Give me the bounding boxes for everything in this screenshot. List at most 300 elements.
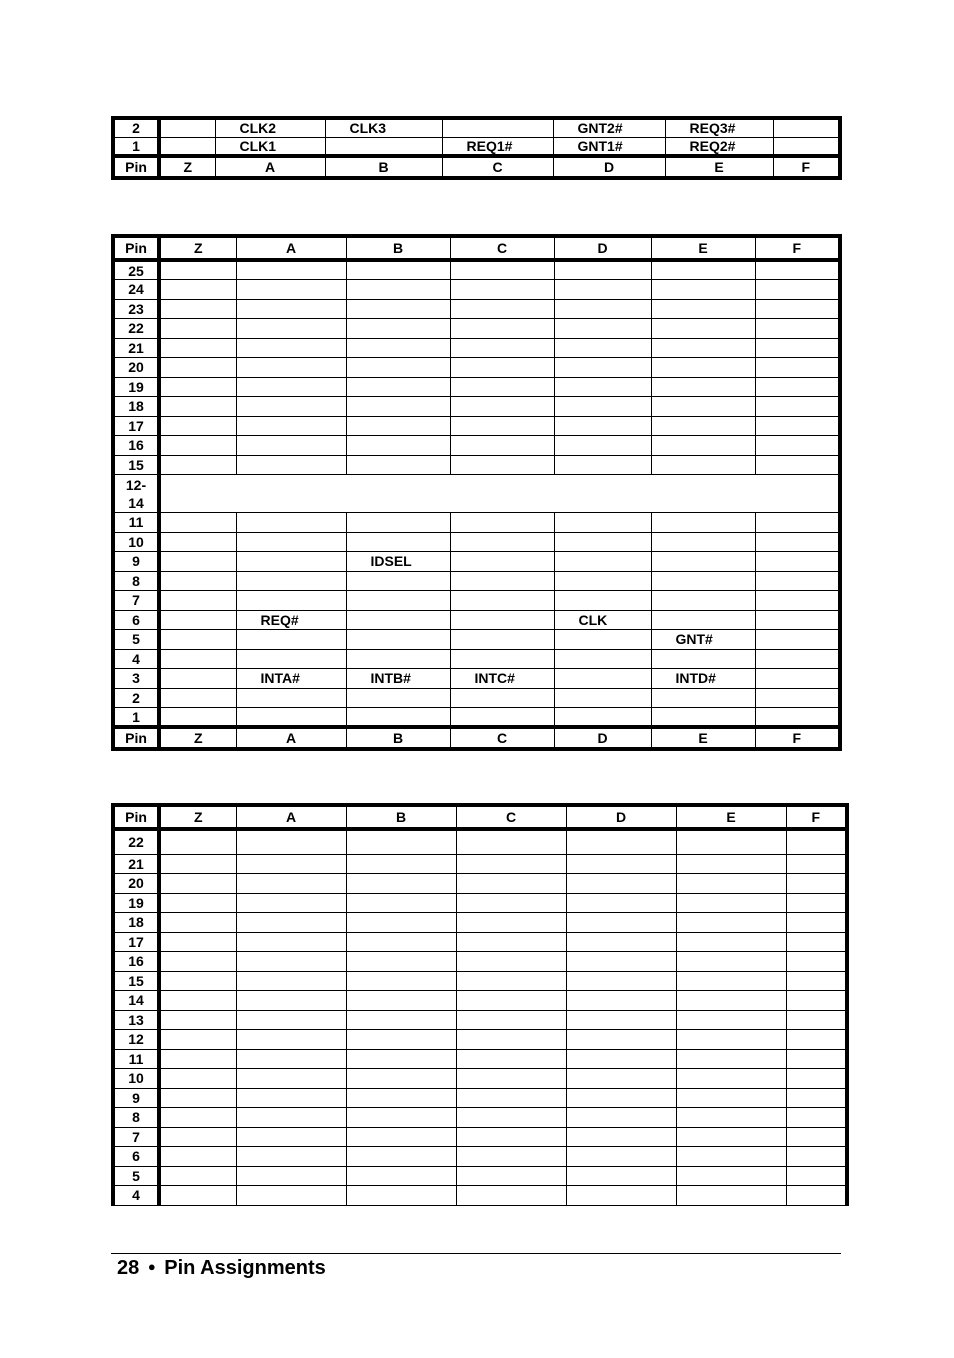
pin-number-cell: 7 — [113, 591, 159, 611]
signal-cell — [236, 1069, 346, 1089]
signal-cell — [159, 118, 215, 137]
signal-cell — [456, 1166, 566, 1186]
signal-cell — [346, 1049, 456, 1069]
section-title: Pin Assignments — [164, 1257, 326, 1279]
signal-cell — [236, 280, 346, 300]
page-number: 28 — [117, 1257, 140, 1279]
signal-cell — [773, 118, 840, 137]
signal-cell — [554, 669, 651, 689]
signal-cell: CLK3 — [325, 118, 442, 137]
signal-cell — [346, 338, 450, 358]
signal-cell — [159, 854, 236, 874]
signal-cell — [786, 991, 847, 1011]
signal-cell — [159, 571, 236, 591]
table-row — [113, 1088, 847, 1108]
pin-number-cell: 11 — [113, 513, 159, 533]
page-footer — [117, 1257, 326, 1280]
signal-cell — [554, 455, 651, 475]
signal-cell: F — [755, 727, 840, 749]
signal-cell — [456, 913, 566, 933]
signal-cell — [159, 1088, 236, 1108]
signal-cell — [755, 649, 840, 669]
pin-table-3 — [111, 803, 849, 1206]
signal-cell — [554, 436, 651, 456]
signal-cell — [346, 319, 450, 339]
signal-cell — [554, 280, 651, 300]
signal-cell — [159, 1030, 236, 1050]
signal-cell — [554, 513, 651, 533]
signal-cell: A — [236, 727, 346, 749]
table-row — [113, 1108, 847, 1128]
signal-cell — [676, 829, 786, 854]
signal-cell — [554, 319, 651, 339]
signal-cell — [236, 1049, 346, 1069]
table-row — [113, 932, 847, 952]
signal-cell — [755, 669, 840, 689]
table-row — [113, 377, 840, 397]
pin-number-cell: 5 — [113, 630, 159, 650]
signal-cell: F — [755, 236, 840, 260]
signal-cell — [651, 513, 755, 533]
signal-cell — [456, 932, 566, 952]
pin-number-cell: 15 — [113, 971, 159, 991]
pin-number-cell: 13 — [113, 1010, 159, 1030]
pin-number-cell: Pin — [113, 727, 159, 749]
signal-cell: C — [450, 236, 554, 260]
signal-cell — [450, 591, 554, 611]
signal-cell: A — [236, 236, 346, 260]
pin-number-cell: 12- 14 — [113, 475, 159, 513]
signal-cell — [676, 874, 786, 894]
signal-cell — [566, 952, 676, 972]
pin-number-cell: 15 — [113, 455, 159, 475]
pin-number-cell: 22 — [113, 829, 159, 854]
signal-cell — [786, 952, 847, 972]
signal-cell — [346, 893, 456, 913]
signal-cell — [236, 991, 346, 1011]
pin-number-cell: 19 — [113, 893, 159, 913]
signal-cell — [456, 1127, 566, 1147]
signal-cell — [786, 1166, 847, 1186]
signal-cell — [755, 299, 840, 319]
signal-cell — [554, 416, 651, 436]
signal-cell — [346, 532, 450, 552]
signal-cell — [651, 358, 755, 378]
signal-cell: A — [215, 156, 325, 178]
signal-cell — [159, 260, 236, 280]
signal-cell: B — [325, 156, 442, 178]
signal-cell — [676, 854, 786, 874]
signal-cell — [236, 532, 346, 552]
signal-cell — [236, 1030, 346, 1050]
signal-cell — [450, 610, 554, 630]
signal-cell — [450, 358, 554, 378]
table-row — [113, 971, 847, 991]
pin-number-cell: 21 — [113, 854, 159, 874]
signal-cell — [346, 416, 450, 436]
pin-number-cell: 24 — [113, 280, 159, 300]
signal-cell — [159, 1108, 236, 1128]
signal-cell — [346, 513, 450, 533]
table-row — [113, 669, 840, 689]
signal-cell — [159, 913, 236, 933]
signal-cell: C — [450, 727, 554, 749]
pin-number-cell: 5 — [113, 1166, 159, 1186]
signal-cell — [346, 854, 456, 874]
signal-cell — [450, 532, 554, 552]
table-footer-row — [113, 727, 840, 749]
pin-number-cell: 6 — [113, 1147, 159, 1167]
signal-cell — [786, 829, 847, 854]
pin-number-cell: 4 — [113, 1186, 159, 1206]
signal-cell — [159, 532, 236, 552]
signal-cell — [159, 874, 236, 894]
signal-cell — [566, 1069, 676, 1089]
signal-cell — [755, 416, 840, 436]
signal-cell — [346, 952, 456, 972]
signal-cell — [346, 455, 450, 475]
signal-cell — [554, 571, 651, 591]
signal-cell — [676, 991, 786, 1011]
signal-cell: IDSEL — [346, 552, 450, 572]
table-row — [113, 1166, 847, 1186]
pin-number-cell: 20 — [113, 358, 159, 378]
signal-cell — [450, 416, 554, 436]
table-row — [113, 688, 840, 708]
signal-cell: E — [651, 236, 755, 260]
table-row — [113, 630, 840, 650]
signal-cell — [755, 377, 840, 397]
signal-cell — [159, 137, 215, 156]
table-row — [113, 260, 840, 280]
signal-cell — [676, 1088, 786, 1108]
signal-cell — [456, 1186, 566, 1206]
signal-cell — [651, 688, 755, 708]
signal-cell — [676, 1049, 786, 1069]
signal-cell: A — [236, 805, 346, 829]
signal-cell — [456, 1049, 566, 1069]
signal-cell — [236, 874, 346, 894]
table-row — [113, 436, 840, 456]
signal-cell — [346, 377, 450, 397]
signal-cell — [159, 708, 236, 728]
signal-cell: INTD# — [651, 669, 755, 689]
table-row — [113, 829, 847, 854]
signal-cell — [450, 630, 554, 650]
signal-cell — [346, 571, 450, 591]
signal-cell: INTC# — [450, 669, 554, 689]
signal-cell — [159, 991, 236, 1011]
pin-number-cell: 2 — [113, 118, 159, 137]
signal-cell: C — [456, 805, 566, 829]
table-row — [113, 1030, 847, 1050]
signal-cell — [566, 1147, 676, 1167]
signal-cell — [566, 1108, 676, 1128]
signal-cell — [236, 319, 346, 339]
signal-cell — [786, 874, 847, 894]
table-row — [113, 358, 840, 378]
signal-cell — [325, 137, 442, 156]
signal-cell — [566, 1186, 676, 1206]
signal-cell — [456, 829, 566, 854]
signal-cell — [651, 319, 755, 339]
pin-number-cell: 16 — [113, 436, 159, 456]
signal-cell: E — [651, 727, 755, 749]
signal-cell — [236, 571, 346, 591]
signal-cell: B — [346, 805, 456, 829]
signal-cell — [236, 591, 346, 611]
signal-cell: Z — [159, 727, 236, 749]
signal-cell — [236, 1147, 346, 1167]
table-row — [113, 708, 840, 728]
signal-cell: GNT1# — [553, 137, 665, 156]
signal-cell — [456, 1088, 566, 1108]
signal-cell — [236, 1108, 346, 1128]
signal-cell — [450, 397, 554, 417]
signal-cell: REQ1# — [442, 137, 553, 156]
table-row — [113, 610, 840, 630]
signal-cell — [346, 358, 450, 378]
signal-cell — [773, 137, 840, 156]
signal-cell — [346, 1069, 456, 1089]
signal-cell — [651, 552, 755, 572]
signal-cell — [236, 436, 346, 456]
signal-cell — [566, 971, 676, 991]
signal-cell — [786, 1069, 847, 1089]
pin-number-cell: 10 — [113, 532, 159, 552]
signal-cell — [786, 1147, 847, 1167]
signal-cell — [456, 854, 566, 874]
signal-cell — [346, 299, 450, 319]
signal-cell — [236, 377, 346, 397]
signal-cell — [450, 688, 554, 708]
signal-cell — [651, 455, 755, 475]
signal-cell — [159, 688, 236, 708]
signal-cell — [236, 971, 346, 991]
signal-cell — [456, 1147, 566, 1167]
signal-cell — [236, 1010, 346, 1030]
table-row — [113, 475, 840, 513]
signal-cell — [755, 436, 840, 456]
signal-cell — [159, 1147, 236, 1167]
signal-cell — [786, 1108, 847, 1128]
signal-cell: CLK — [554, 610, 651, 630]
signal-cell — [651, 436, 755, 456]
signal-cell — [651, 416, 755, 436]
signal-cell — [346, 971, 456, 991]
signal-cell — [755, 591, 840, 611]
signal-cell — [456, 893, 566, 913]
signal-cell — [236, 932, 346, 952]
signal-cell — [346, 688, 450, 708]
signal-cell — [236, 952, 346, 972]
signal-cell — [676, 1147, 786, 1167]
signal-cell — [346, 436, 450, 456]
signal-cell — [566, 893, 676, 913]
signal-cell: D — [566, 805, 676, 829]
table-row — [113, 1010, 847, 1030]
pin-number-cell: 8 — [113, 571, 159, 591]
pin-number-cell: 4 — [113, 649, 159, 669]
signal-cell — [755, 630, 840, 650]
pin-table-2 — [111, 234, 842, 751]
signal-cell — [755, 688, 840, 708]
signal-cell — [676, 952, 786, 972]
signal-cell: E — [676, 805, 786, 829]
signal-cell — [566, 991, 676, 1011]
table-row — [113, 397, 840, 417]
pin-number-cell: Pin — [113, 156, 159, 178]
pin-number-cell: 25 — [113, 260, 159, 280]
signal-cell — [786, 913, 847, 933]
signal-cell — [554, 591, 651, 611]
signal-cell — [450, 649, 554, 669]
signal-cell — [450, 552, 554, 572]
signal-cell — [554, 397, 651, 417]
signal-cell — [159, 1127, 236, 1147]
signal-cell — [554, 260, 651, 280]
pin-number-cell: 9 — [113, 1088, 159, 1108]
signal-cell — [651, 260, 755, 280]
signal-cell — [236, 1186, 346, 1206]
signal-cell — [236, 630, 346, 650]
signal-cell — [755, 513, 840, 533]
pin-number-cell: 18 — [113, 397, 159, 417]
table-row — [113, 913, 847, 933]
table-row — [113, 532, 840, 552]
signal-cell — [554, 552, 651, 572]
signal-cell — [346, 829, 456, 854]
signal-cell — [236, 416, 346, 436]
table-row — [113, 1147, 847, 1167]
signal-cell — [786, 1030, 847, 1050]
signal-cell — [450, 436, 554, 456]
signal-cell — [450, 571, 554, 591]
pin-number-cell: 16 — [113, 952, 159, 972]
pin-number-cell: 17 — [113, 416, 159, 436]
signal-cell — [456, 952, 566, 972]
signal-cell — [554, 708, 651, 728]
signal-cell — [456, 1069, 566, 1089]
signal-cell — [566, 829, 676, 854]
signal-cell — [442, 118, 553, 137]
signal-cell — [676, 1069, 786, 1089]
table-row — [113, 1069, 847, 1089]
pin-number-cell: 19 — [113, 377, 159, 397]
signal-cell — [450, 319, 554, 339]
signal-cell — [651, 397, 755, 417]
pin-number-cell: 7 — [113, 1127, 159, 1147]
signal-cell — [450, 338, 554, 358]
signal-cell — [786, 932, 847, 952]
signal-cell — [450, 280, 554, 300]
table-row — [113, 552, 840, 572]
signal-cell — [676, 893, 786, 913]
table-row — [113, 513, 840, 533]
signal-cell — [755, 397, 840, 417]
signal-cell — [554, 338, 651, 358]
signal-cell — [456, 991, 566, 1011]
signal-cell: REQ3# — [665, 118, 773, 137]
signal-cell — [236, 338, 346, 358]
signal-cell — [346, 874, 456, 894]
pin-number-cell: 20 — [113, 874, 159, 894]
signal-cell — [651, 377, 755, 397]
signal-cell — [236, 829, 346, 854]
signal-cell — [346, 1147, 456, 1167]
signal-cell — [450, 513, 554, 533]
signal-cell — [159, 358, 236, 378]
signal-cell — [236, 854, 346, 874]
signal-cell — [159, 1186, 236, 1206]
signal-cell — [346, 913, 456, 933]
signal-cell — [159, 591, 236, 611]
signal-cell — [346, 280, 450, 300]
signal-cell — [346, 1127, 456, 1147]
signal-cell — [566, 913, 676, 933]
pin-number-cell: 6 — [113, 610, 159, 630]
signal-cell — [786, 1186, 847, 1206]
signal-cell: GNT2# — [553, 118, 665, 137]
pin-number-cell: 9 — [113, 552, 159, 572]
signal-cell — [755, 455, 840, 475]
table-row — [113, 854, 847, 874]
table-row — [113, 1127, 847, 1147]
signal-cell — [676, 1127, 786, 1147]
signal-cell — [566, 1010, 676, 1030]
signal-cell — [236, 893, 346, 913]
table-header-row — [113, 156, 840, 178]
signal-cell: D — [553, 156, 665, 178]
table-row — [113, 299, 840, 319]
signal-cell — [159, 416, 236, 436]
signal-cell — [159, 513, 236, 533]
signal-cell — [450, 377, 554, 397]
signal-cell — [236, 1127, 346, 1147]
table-header-row — [113, 805, 847, 829]
signal-cell — [676, 1166, 786, 1186]
signal-cell — [651, 299, 755, 319]
signal-cell — [786, 971, 847, 991]
signal-cell — [236, 913, 346, 933]
signal-cell — [159, 1166, 236, 1186]
pin-number-cell: 1 — [113, 137, 159, 156]
table-row — [113, 991, 847, 1011]
signal-cell: REQ# — [236, 610, 346, 630]
signal-cell — [346, 1166, 456, 1186]
pin-number-cell: 2 — [113, 688, 159, 708]
signal-cell — [456, 1108, 566, 1128]
table-row — [113, 571, 840, 591]
signal-cell — [236, 299, 346, 319]
signal-cell — [346, 708, 450, 728]
signal-cell — [566, 932, 676, 952]
signal-cell — [676, 1186, 786, 1206]
signal-cell — [755, 338, 840, 358]
signal-cell — [554, 630, 651, 650]
signal-cell — [676, 1108, 786, 1128]
signal-cell — [236, 397, 346, 417]
signal-cell — [450, 260, 554, 280]
signal-cell — [159, 893, 236, 913]
pin-number-cell: 17 — [113, 932, 159, 952]
signal-cell — [755, 260, 840, 280]
signal-cell — [651, 591, 755, 611]
table-row — [113, 952, 847, 972]
signal-cell — [159, 299, 236, 319]
signal-cell — [346, 610, 450, 630]
signal-cell — [159, 952, 236, 972]
